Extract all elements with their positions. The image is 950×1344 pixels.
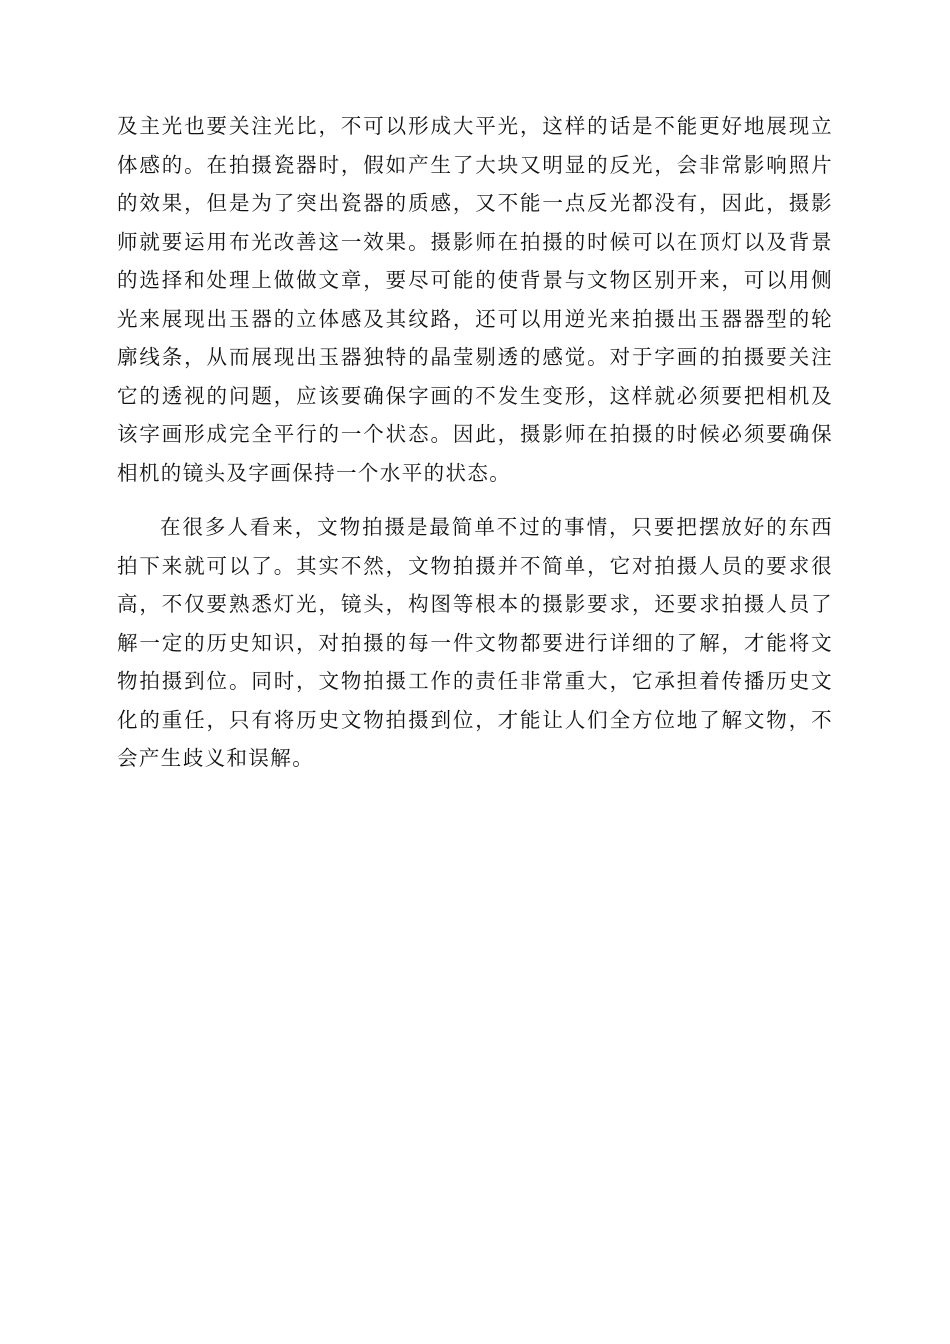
paragraph-cultural-relic-photography: 在很多人看来，文物拍摄是最简单不过的事情，只要把摆放好的东西拍下来就可以了。其实不然，文物拍摄并不简单，它对拍摄人员的要求很高，不仅要熟悉灯光，镜头，构图等根本的摄影要求，还要求拍摄人员了解一定的历史知识，对拍摄的每一件文物都要进行详细的了解，才能将文物拍摄到位。同时，文物拍摄工作的责任非常重大，它承担着传播历史文化的重任，只有将历史文物拍摄到位，才能让人们全方位地了解文物，不会产生歧义和误解。 — [117, 515, 833, 770]
paragraph-continuation: 及主光也要关注光比，不可以形成大平光，这样的话是不能更好地展现立体感的。在拍摄瓷器时，假如产生了大块又明显的反光，会非常影响照片的效果，但是为了突出瓷器的质感，又不能一点反光都没有，因此，摄影师就要运用布光改善这一效果。摄影师在拍摄的时候可以在顶灯以及背景的选择和处理上做做文章，要尽可能的使背景与文物区别开来，可以用侧光来展现出玉器的立体感及其纹路，还可以用逆光来拍摄出玉器器型的轮廓线条，从而展现出玉器独特的晶莹剔透的感觉。对于字画的拍摄要关注它的透视的问题，应该要确保字画的不发生变形，这样就必须要把相机及该字画形成完全平行的一个状态。因此，摄影师在拍摄的时候必须要确保相机的镜头及字画保持一个水平的状态。 — [117, 114, 833, 485]
